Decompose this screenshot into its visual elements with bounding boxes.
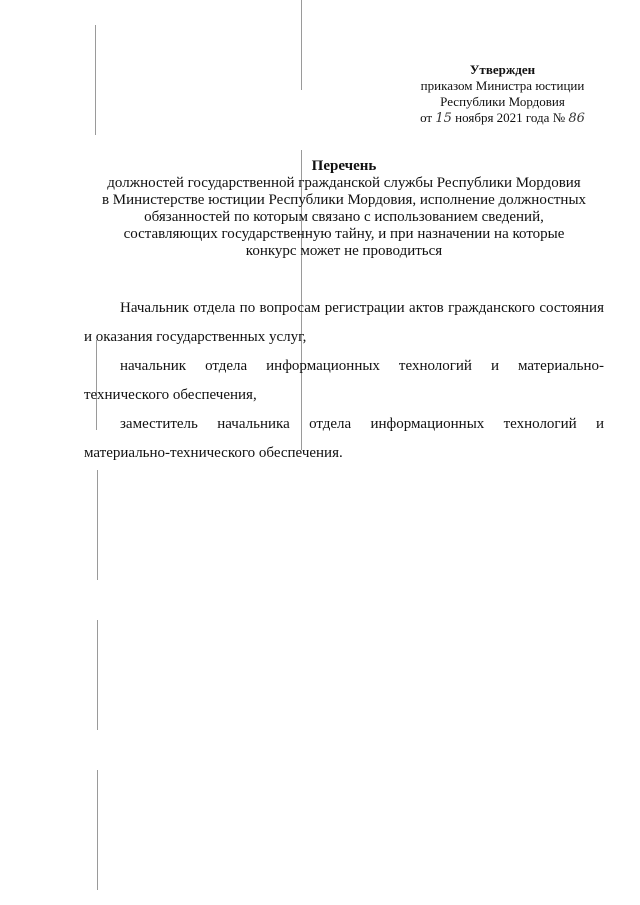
- heading-line: обязанностей по которым связано с использованием сведений,: [144, 209, 544, 225]
- scan-line: [97, 770, 98, 890]
- approval-block: [400, 62, 605, 127]
- position-item: заместитель начальника отдела информационных технологий и материально-технического обеспечения.: [84, 416, 604, 461]
- date-rest: ноября 2021 года №: [455, 110, 566, 125]
- document-heading: [84, 158, 604, 260]
- handwritten-day: 15: [435, 111, 452, 126]
- approval-date: [400, 110, 605, 127]
- position-item: Начальник отдела по вопросам регистрации актов гражданского состояния и оказания государственных услуг,: [84, 300, 604, 345]
- scan-line: [97, 470, 98, 580]
- scan-line: [95, 25, 96, 135]
- approval-line-2: Республики Мордовия: [440, 94, 565, 109]
- scan-line: [301, 0, 302, 90]
- handwritten-number: 86: [568, 111, 585, 126]
- heading-line: должностей государственной гражданской службы Республики Мордовия: [107, 175, 581, 191]
- heading-line: в Министерстве юстиции Республики Мордовия, исполнение должностных: [101, 192, 587, 208]
- position-item: начальник отдела информационных технологий и материально-технического обеспечения,: [84, 358, 604, 403]
- heading-line: составляющих государственную тайну, и при назначении на которые: [123, 226, 565, 242]
- document-title: Перечень: [311, 158, 377, 174]
- approval-line-1: приказом Министра юстиции: [420, 78, 585, 93]
- heading-line: конкурс может не проводиться: [245, 243, 443, 259]
- approval-status: Утвержден: [469, 62, 536, 77]
- scan-line: [97, 620, 98, 730]
- date-prefix: от: [420, 110, 433, 125]
- positions-list: [84, 294, 604, 468]
